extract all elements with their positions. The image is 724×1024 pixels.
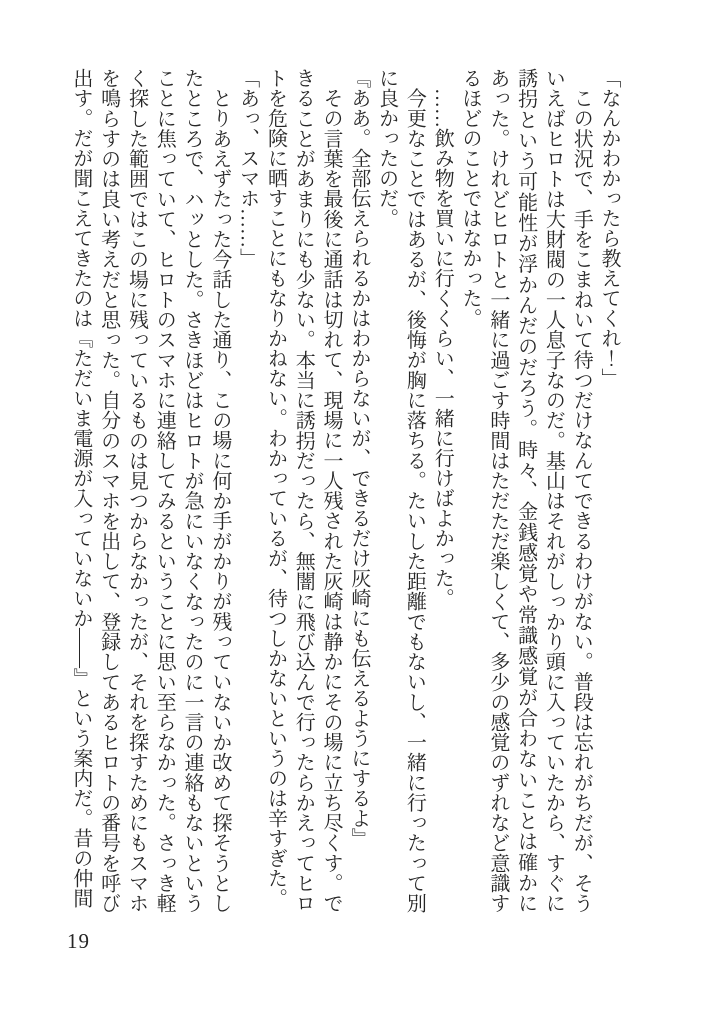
page-number: 19 xyxy=(67,929,90,953)
paragraph-narration-3: 今更なことではあるが、後悔が胸に落ちる。たいした距離でもないし、一緒に行ったって別に良かったのだ。 xyxy=(375,68,426,913)
vertical-text-area xyxy=(66,68,622,913)
paragraph-narration-5: とりあえずたった今話した通り、この場に何か手がかりが残っていないか改めて探そうとしたところで、ハッとした。さきほどはヒロトが急にいなくなったのに一言の連絡もないということに焦っていて、ヒロトのスマホに連絡してみるということに思い至らなかった。さっき軽く探した範囲ではこの場に残っているものは見つからなかったが、それを探すためにもスマホを鳴らすのは良い考えだと思った。自分のスマホを出して、登録してあるヒロトの番号を呼び出す。だが聞こえてきたのは『ただいま電源が入っていないか――』という案内だ。昔の仲間 xyxy=(69,68,231,913)
paragraph-narration-4: その言葉を最後に通話は切れて、現場に一人残された灰崎は静かにその場に立ち尽くす。できることがあまりにも少ない。本当に誘拐だったら、無闇に飛び込んで行ったらかえってヒロトを危険に晒すことにもなりかねない。わかっているが、待つしかないというのは辛すぎた。 xyxy=(264,68,343,913)
paragraph-dialogue-1: 「なんかわかったら教えてくれ！」 xyxy=(598,68,620,388)
paragraph-narration-2: ……飲み物を買いに行くくらい、一緒に行けばよかった。 xyxy=(431,88,454,608)
paragraph-dialogue-2: 「あっ、スマホ……」 xyxy=(236,68,259,268)
paragraph-narration-1: この状況で、手をこまねいて待つだけなんてできるわけがない。普段は忘れがちだが、そういえばヒロトは大財閥の一人息子なのだ。基山はそれがしっかり頭に入っていたから、すぐに誘拐という可能性が浮かんだのだろう。時々、金銭感覚や常識感覚が合わないことは確かにあった。けれどヒロトと一緒に過ごす時間はただただ楽しくて、多少の感覚のずれなど意識するほどのことではなかった。 xyxy=(459,68,593,913)
paragraph-phone-dialogue: 『ああ。全部伝えられるかはわからないが、できるだけ灰崎にも伝えるようにするよ』 xyxy=(347,68,370,848)
